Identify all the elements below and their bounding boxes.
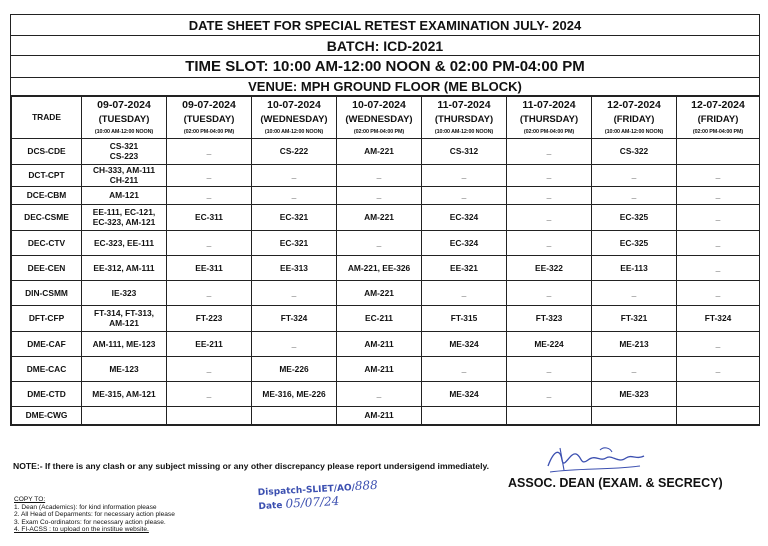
- table-row: [12, 138, 760, 164]
- subject-cell: _: [167, 186, 252, 204]
- subject-cell: EE-311: [167, 255, 252, 280]
- subject-cell: _: [592, 356, 677, 381]
- subject-cell: _: [337, 186, 422, 204]
- copy-to-item: 3. Exam Co-ordinators: for necessary action please.: [14, 518, 166, 526]
- column-slot: (02:00 PM-04:00 PM): [692, 129, 744, 135]
- subject-cell: AM-121: [82, 186, 167, 204]
- column-slot: (02:00 PM-04:00 PM): [353, 129, 405, 135]
- table-row: [12, 186, 760, 204]
- column-day: (TUESDAY): [183, 114, 235, 126]
- subject-cell: EC-321: [252, 230, 337, 255]
- trade-cell: DEE-CEN: [12, 255, 82, 280]
- subject-cell: _: [167, 138, 252, 164]
- subject-cell: AM-211: [337, 406, 422, 424]
- table-row: [12, 230, 760, 255]
- trade-column-header: TRADE: [12, 97, 82, 139]
- handwritten-signature: [540, 440, 650, 476]
- note-text: NOTE:- If there is any clash or any subject missing or any other discrepancy please report undersigend immediately.: [13, 461, 489, 471]
- subject-cell: EE-113: [592, 255, 677, 280]
- subject-cell: [592, 406, 677, 424]
- subject-cell: [507, 406, 592, 424]
- column-day: (THURSDAY): [519, 114, 579, 126]
- subject-cell: _: [592, 280, 677, 305]
- column-date: 09-07-2024: [182, 99, 236, 111]
- subject-cell: _: [507, 204, 592, 230]
- subject-cell: FT-314, FT-313, AM-121: [82, 305, 167, 331]
- date-column-header: [422, 97, 507, 139]
- column-day: (THURSDAY): [434, 114, 494, 126]
- subject-cell: _: [677, 186, 760, 204]
- subject-cell: [677, 138, 760, 164]
- subject-cell: _: [507, 280, 592, 305]
- subject-cell: EC-321: [252, 204, 337, 230]
- subject-cell: _: [252, 164, 337, 186]
- table-row: [12, 280, 760, 305]
- subject-cell: _: [252, 331, 337, 356]
- dispatch-stamp: [257, 478, 378, 512]
- time-slot-line: TIME SLOT: 10:00 AM-12:00 NOON & 02:00 PM-04:00 PM: [11, 56, 759, 78]
- exam-schedule-table: [11, 96, 760, 425]
- subject-cell: [677, 406, 760, 424]
- subject-cell: [422, 406, 507, 424]
- subject-cell: ME-123: [82, 356, 167, 381]
- subject-cell: [167, 406, 252, 424]
- subject-cell: FT-315: [422, 305, 507, 331]
- subject-cell: _: [167, 164, 252, 186]
- date-column-header: [252, 97, 337, 139]
- column-slot: (10:00 AM-12:00 NOON): [604, 129, 664, 135]
- trade-cell: DCE-CBM: [12, 186, 82, 204]
- subject-cell: EE-111, EC-121, EC-323, AM-121: [82, 204, 167, 230]
- subject-cell: [82, 406, 167, 424]
- date-column-header: [337, 97, 422, 139]
- date-column-header: [592, 97, 677, 139]
- subject-cell: _: [677, 204, 760, 230]
- subject-cell: _: [337, 230, 422, 255]
- column-slot: (02:00 PM-04:00 PM): [523, 129, 575, 135]
- subject-cell: _: [507, 138, 592, 164]
- subject-cell: EC-311: [167, 204, 252, 230]
- trade-cell: DEC-CSME: [12, 204, 82, 230]
- column-day: (FRIDAY): [613, 114, 655, 126]
- copy-to-item: 2. All Head of Deparments: for necessary action please: [14, 511, 175, 519]
- table-row: [12, 381, 760, 406]
- subject-cell: CS-321 CS-223: [82, 138, 167, 164]
- subject-cell: _: [507, 230, 592, 255]
- date-column-header: [167, 97, 252, 139]
- subject-cell: _: [677, 356, 760, 381]
- subject-cell: _: [677, 255, 760, 280]
- subject-cell: EC-324: [422, 204, 507, 230]
- subject-cell: ME-213: [592, 331, 677, 356]
- copy-to-block: [14, 496, 175, 534]
- table-row: [12, 331, 760, 356]
- table-row: [12, 255, 760, 280]
- subject-cell: _: [677, 280, 760, 305]
- trade-cell: DME-CAF: [12, 331, 82, 356]
- column-date: 10-07-2024: [352, 99, 406, 111]
- subject-cell: FT-321: [592, 305, 677, 331]
- column-date: 11-07-2024: [437, 99, 491, 111]
- subject-cell: FT-323: [507, 305, 592, 331]
- batch-line: BATCH: ICD-2021: [11, 36, 759, 56]
- subject-cell: CH-333, AM-111 CH-211: [82, 164, 167, 186]
- subject-cell: _: [167, 230, 252, 255]
- subject-cell: ME-315, AM-121: [82, 381, 167, 406]
- subject-cell: AM-221: [337, 204, 422, 230]
- column-day: (FRIDAY): [697, 114, 739, 126]
- table-header-row: [12, 97, 760, 139]
- subject-cell: _: [422, 280, 507, 305]
- trade-cell: DCS-CDE: [12, 138, 82, 164]
- column-slot: (10:00 AM-12:00 NOON): [94, 129, 154, 135]
- sheet-title: DATE SHEET FOR SPECIAL RETEST EXAMINATION JULY- 2024: [11, 15, 759, 36]
- table-row: [12, 204, 760, 230]
- copy-to-item: 1. Dean (Academics): for kind information please: [14, 503, 157, 511]
- column-date: 11-07-2024: [522, 99, 576, 111]
- subject-cell: EC-325: [592, 230, 677, 255]
- date-column-header: [507, 97, 592, 139]
- subject-cell: _: [507, 186, 592, 204]
- subject-cell: _: [507, 381, 592, 406]
- subject-cell: AM-221, EE-326: [337, 255, 422, 280]
- venue-line: VENUE: MPH GROUND FLOOR (ME BLOCK): [11, 78, 759, 96]
- subject-cell: IE-323: [82, 280, 167, 305]
- subject-cell: _: [422, 186, 507, 204]
- subject-cell: _: [252, 186, 337, 204]
- subject-cell: _: [677, 331, 760, 356]
- subject-cell: _: [252, 280, 337, 305]
- trade-cell: DFT-CFP: [12, 305, 82, 331]
- date-column-header: [82, 97, 167, 139]
- column-slot: (10:00 AM-12:00 NOON): [264, 129, 324, 135]
- subject-cell: EE-321: [422, 255, 507, 280]
- dispatch-date-value: 05/07/24: [285, 493, 340, 511]
- subject-cell: _: [677, 164, 760, 186]
- subject-cell: _: [507, 356, 592, 381]
- column-date: 12-07-2024: [607, 99, 661, 111]
- subject-cell: _: [167, 280, 252, 305]
- trade-cell: DME-CTD: [12, 381, 82, 406]
- subject-cell: FT-223: [167, 305, 252, 331]
- subject-cell: _: [422, 356, 507, 381]
- table-body: [12, 138, 760, 424]
- column-day: (WEDNESDAY): [345, 114, 413, 126]
- subject-cell: CS-322: [592, 138, 677, 164]
- subject-cell: AM-211: [337, 331, 422, 356]
- date-column-header: [677, 97, 760, 139]
- subject-cell: EE-312, AM-111: [82, 255, 167, 280]
- subject-cell: _: [337, 164, 422, 186]
- subject-cell: [677, 381, 760, 406]
- subject-cell: AM-111, ME-123: [82, 331, 167, 356]
- subject-cell: EC-325: [592, 204, 677, 230]
- trade-cell: DCT-CPT: [12, 164, 82, 186]
- trade-cell: DME-CWG: [12, 406, 82, 424]
- column-slot: (02:00 PM-04:00 PM): [183, 129, 235, 135]
- subject-cell: ME-324: [422, 381, 507, 406]
- subject-cell: AM-211: [337, 356, 422, 381]
- subject-cell: ME-323: [592, 381, 677, 406]
- table-row: [12, 305, 760, 331]
- dispatch-number-value: 888: [354, 477, 379, 494]
- subject-cell: ME-224: [507, 331, 592, 356]
- trade-cell: DEC-CTV: [12, 230, 82, 255]
- subject-cell: ME-226: [252, 356, 337, 381]
- dispatch-date-label: Date: [258, 500, 283, 513]
- table-row: [12, 164, 760, 186]
- subject-cell: CS-312: [422, 138, 507, 164]
- subject-cell: ME-324: [422, 331, 507, 356]
- column-day: (WEDNESDAY): [260, 114, 328, 126]
- subject-cell: AM-221: [337, 280, 422, 305]
- copy-to-heading: COPY TO:: [14, 496, 46, 503]
- subject-cell: EC-211: [337, 305, 422, 331]
- subject-cell: _: [677, 230, 760, 255]
- subject-cell: _: [337, 381, 422, 406]
- subject-cell: AM-221: [337, 138, 422, 164]
- subject-cell: _: [167, 356, 252, 381]
- column-day: (TUESDAY): [98, 114, 150, 126]
- subject-cell: CS-222: [252, 138, 337, 164]
- subject-cell: _: [507, 164, 592, 186]
- subject-cell: EC-323, EE-111: [82, 230, 167, 255]
- copy-to-item: 4. FI-ACSS : to upload on the institue website.: [14, 526, 149, 534]
- subject-cell: _: [167, 381, 252, 406]
- column-date: 10-07-2024: [267, 99, 321, 111]
- signatory-title: ASSOC. DEAN (EXAM. & SECRECY): [508, 476, 723, 490]
- trade-cell: DIN-CSMM: [12, 280, 82, 305]
- subject-cell: _: [592, 186, 677, 204]
- column-date: 09-07-2024: [97, 99, 151, 111]
- table-row: [12, 406, 760, 424]
- column-slot: (10:00 AM-12:00 NOON): [434, 129, 494, 135]
- subject-cell: EC-324: [422, 230, 507, 255]
- subject-cell: FT-324: [252, 305, 337, 331]
- subject-cell: EE-322: [507, 255, 592, 280]
- trade-cell: DME-CAC: [12, 356, 82, 381]
- subject-cell: EE-313: [252, 255, 337, 280]
- table-row: [12, 356, 760, 381]
- date-sheet: [10, 14, 760, 426]
- subject-cell: EE-211: [167, 331, 252, 356]
- dispatch-number-label: Dispatch-SLIET/AO/: [257, 483, 356, 499]
- subject-cell: ME-316, ME-226: [252, 381, 337, 406]
- column-date: 12-07-2024: [691, 99, 745, 111]
- subject-cell: FT-324: [677, 305, 760, 331]
- subject-cell: [252, 406, 337, 424]
- subject-cell: _: [592, 164, 677, 186]
- subject-cell: _: [422, 164, 507, 186]
